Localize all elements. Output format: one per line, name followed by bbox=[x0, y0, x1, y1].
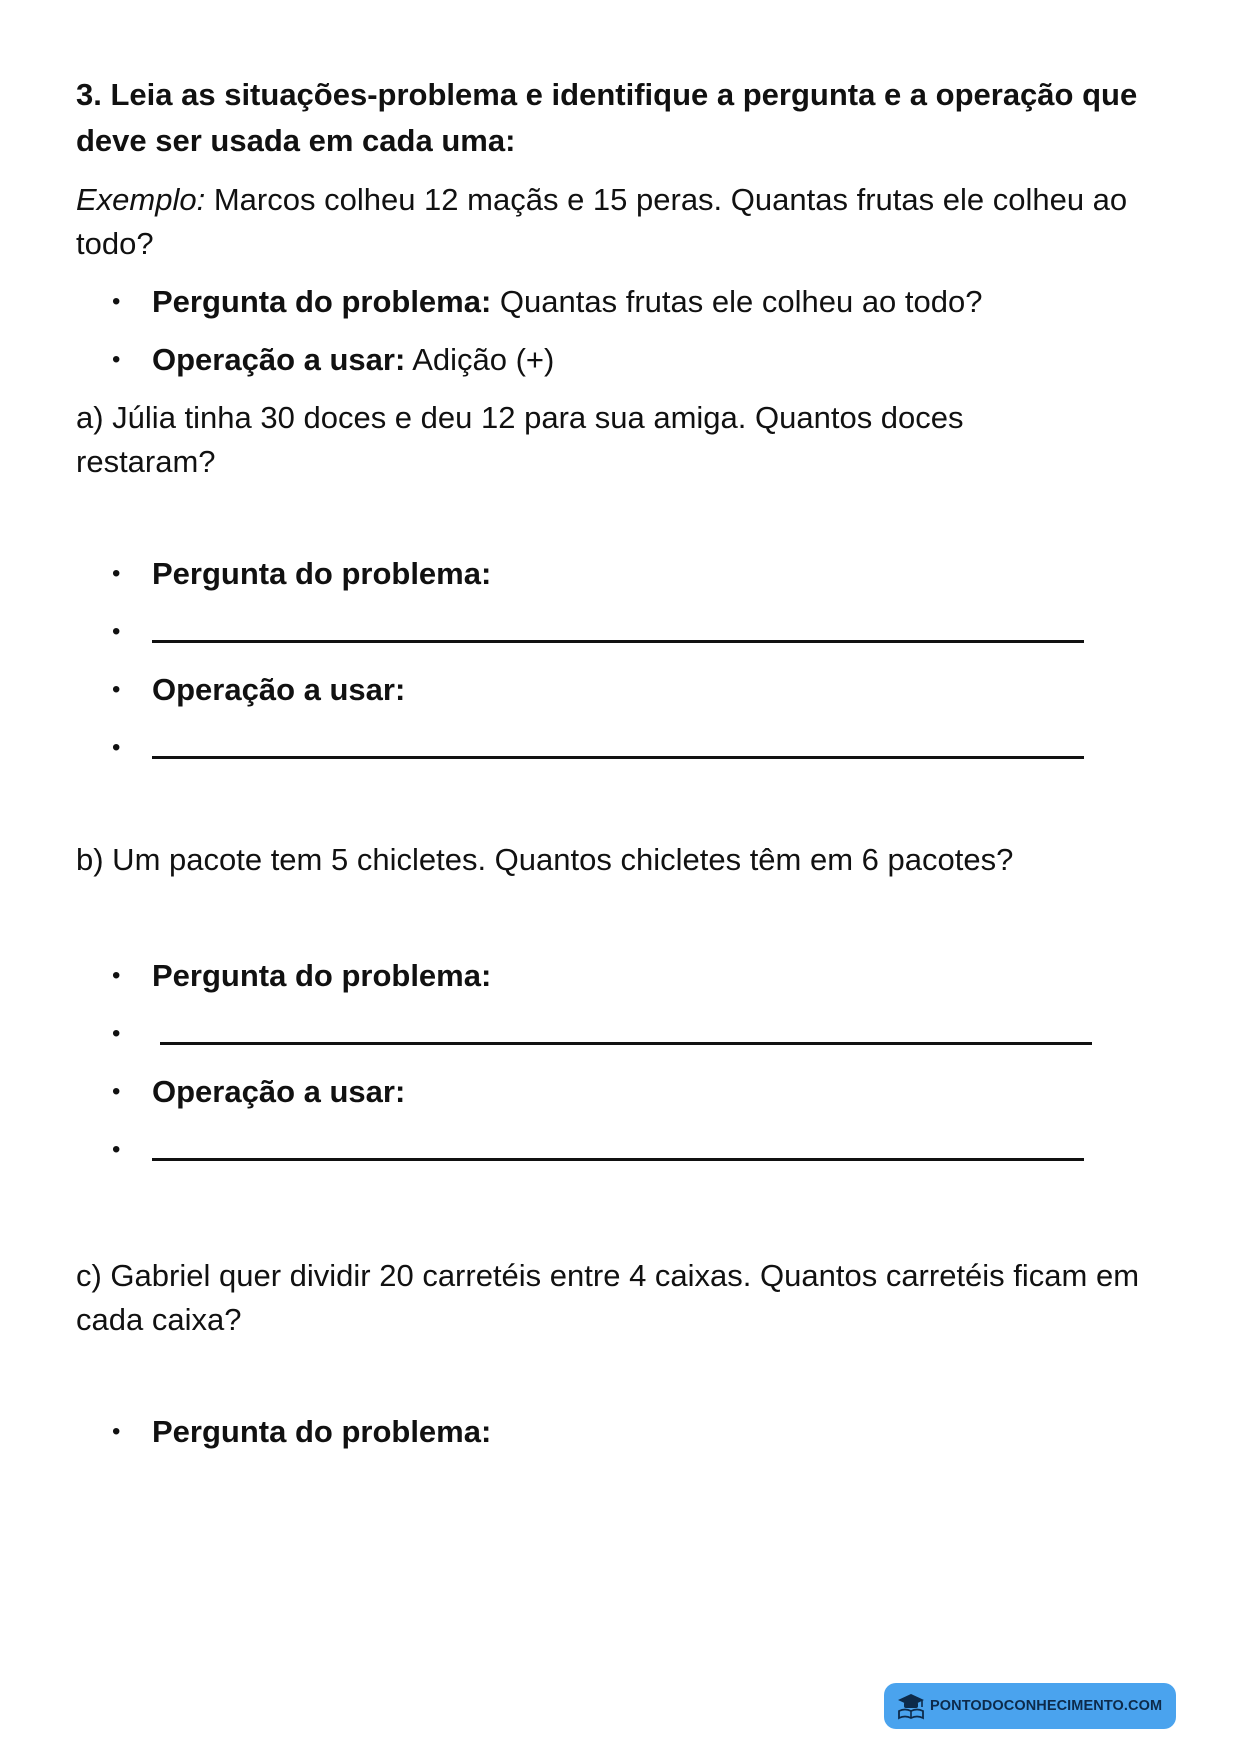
problem-c-question-label: Pergunta do problema: bbox=[152, 1414, 492, 1449]
problem-a-text: a) Júlia tinha 30 doces e deu 12 para sua amiga. Quantos doces restaram? bbox=[76, 400, 964, 479]
example-question-label: Pergunta do problema: bbox=[152, 284, 492, 319]
worksheet bbox=[76, 72, 1186, 1454]
example-operation-item: • Operação a usar: Adição (+) bbox=[112, 342, 555, 377]
example-operation-label: Operação a usar: bbox=[152, 342, 406, 377]
example-operation-value: Adição (+) bbox=[405, 342, 555, 377]
problem-b-text: b) Um pacote tem 5 chicletes. Quantos chicletes têm em 6 pacotes? bbox=[76, 842, 1014, 877]
example-label: Exemplo: bbox=[76, 182, 206, 217]
problem-b-operation-blank-item: • bbox=[76, 1128, 1186, 1172]
problem-b-question-blank-item: • bbox=[76, 1012, 1186, 1056]
example-paragraph bbox=[76, 178, 1186, 266]
answer-line[interactable] bbox=[152, 1128, 1084, 1161]
answer-line[interactable] bbox=[152, 726, 1084, 759]
problem-b-bullets bbox=[76, 954, 1186, 1172]
problem-a-operation-blank-item: • bbox=[76, 726, 1186, 770]
answer-line[interactable] bbox=[152, 610, 1084, 643]
example-question-item: • Pergunta do problema: Quantas frutas ele colheu ao todo? bbox=[112, 284, 983, 319]
problem-a-operation-label: Operação a usar: bbox=[152, 672, 406, 707]
problem-a-question-blank-item: • bbox=[76, 610, 1186, 654]
problem-b-question-item: • Pergunta do problema: bbox=[112, 958, 492, 993]
problem-b-operation-item: • Operação a usar: bbox=[112, 1074, 406, 1109]
example-text: Marcos colheu 12 maçãs e 15 peras. Quantas frutas ele colheu ao todo? bbox=[76, 182, 1128, 261]
example-bullets bbox=[76, 280, 1186, 382]
graduation-book-icon bbox=[896, 1691, 926, 1721]
problem-a-question-item: • Pergunta do problema: bbox=[112, 556, 492, 591]
problem-c-bullets bbox=[76, 1410, 1186, 1454]
logo-text: PONTODOCONHECIMENTO.COM bbox=[930, 1698, 1163, 1714]
problem-a-operation-item: • Operação a usar: bbox=[112, 672, 406, 707]
problem-a-question-label: Pergunta do problema: bbox=[152, 556, 492, 591]
problem-c-text: c) Gabriel quer dividir 20 carretéis entre 4 caixas. Quantos carretéis ficam em cada caixa? bbox=[76, 1258, 1140, 1337]
problem-b-operation-label: Operação a usar: bbox=[152, 1074, 406, 1109]
problem-c-question-item: • Pergunta do problema: bbox=[112, 1414, 492, 1449]
answer-line[interactable] bbox=[160, 1012, 1092, 1045]
exercise-heading: 3. Leia as situações-problema e identifique a pergunta e a operação que deve ser usada em cada uma: bbox=[76, 77, 1138, 158]
example-question-value: Quantas frutas ele colheu ao todo? bbox=[491, 284, 983, 319]
problem-a-bullets bbox=[76, 552, 1186, 770]
problem-b-question-label: Pergunta do problema: bbox=[152, 958, 492, 993]
site-logo[interactable] bbox=[884, 1683, 1176, 1729]
